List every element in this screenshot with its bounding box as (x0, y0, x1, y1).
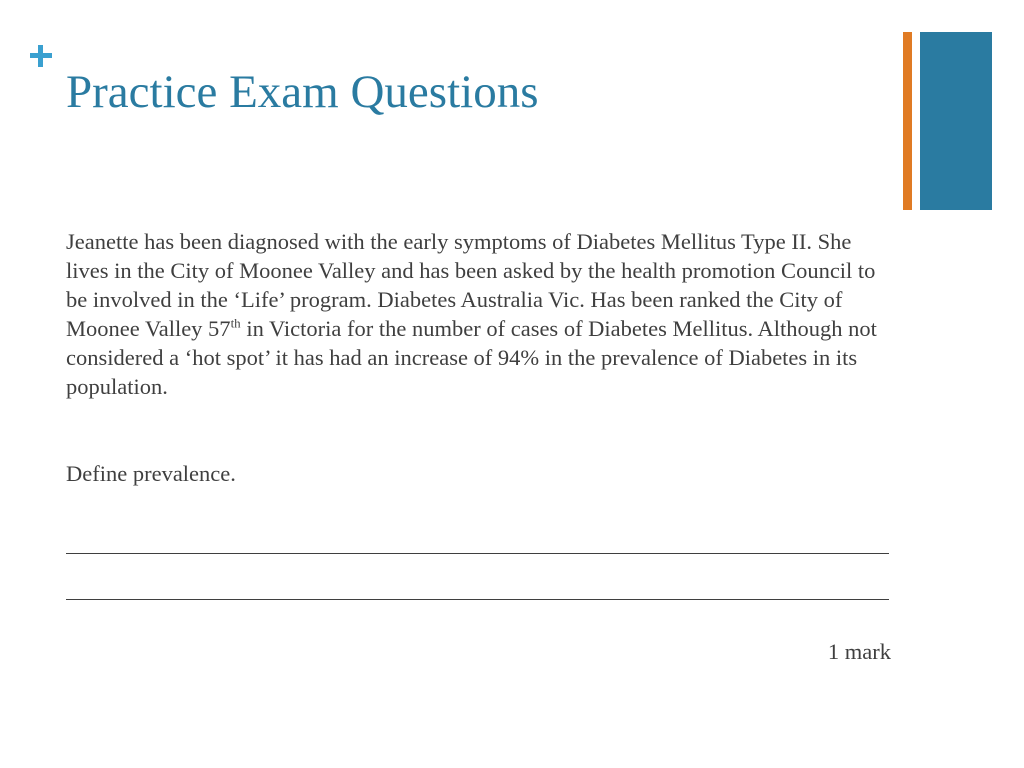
ordinal-superscript: th (230, 315, 241, 331)
accent-bar-orange (903, 32, 912, 210)
plus-icon (27, 42, 55, 70)
question-stem (66, 227, 896, 401)
question-stem-part-1: Jeanette has been diagnosed with the early symptoms of Diabetes Mellitus Type II. She lives in the City of Moonee Valley and has been asked by the health promotion Council to be involved in the ‘Life’ program. Diabetes Australia Vic. Has been ranked the City of Moonee Valley 57 (66, 229, 876, 341)
answer-line (66, 553, 889, 554)
accent-block-blue (920, 32, 992, 210)
slide-title: Practice Exam Questions (66, 66, 539, 118)
question-prompt: Define prevalence. (66, 461, 236, 486)
marks-label: 1 mark (827, 639, 891, 664)
question-stem-part-2: in Victoria for the number of cases of Diabetes Mellitus. Although not considered a ‘hot spot’ it has had an increase of 94% in the prevalence of Diabetes in its population. (66, 316, 877, 399)
answer-line (66, 599, 889, 600)
